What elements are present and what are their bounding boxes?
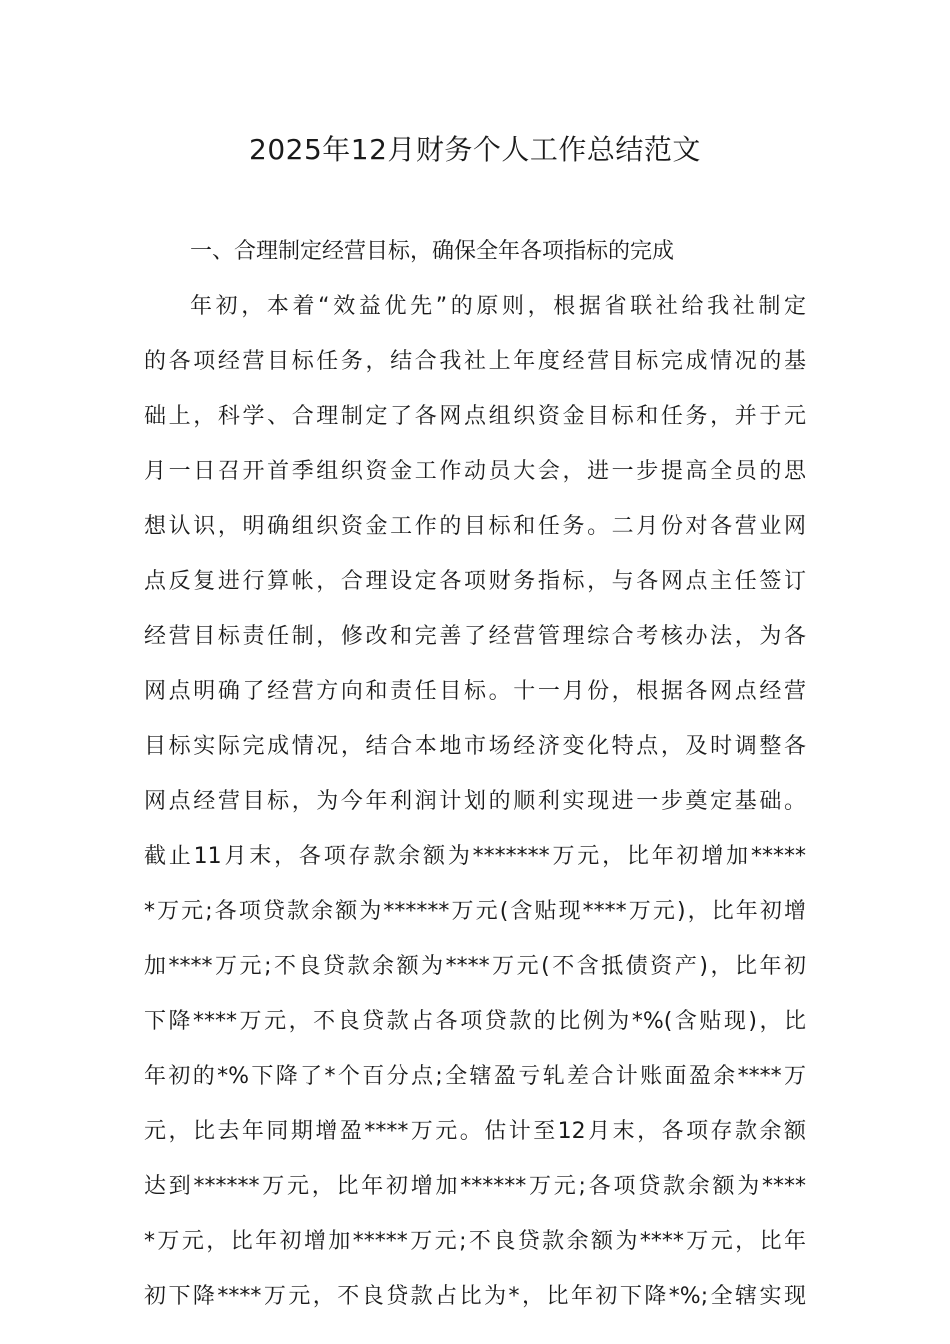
- paragraph-line: 加****万元;不良贷款余额为****万元(不含抵债资产)，比年初: [144, 954, 806, 979]
- paragraph-line: 下降****万元，不良贷款占各项贷款的比例为*%(含贴现)，比: [144, 1009, 806, 1034]
- paragraph-line: 年初的*%下降了*个百分点;全辖盈亏轧差合计账面盈余****万: [144, 1064, 806, 1089]
- paragraph-line: *万元，比年初增加*****万元;不良贷款余额为****万元，比年: [144, 1229, 806, 1254]
- paragraph-line: 截止11月末，各项存款余额为*******万元，比年初增加*****: [144, 844, 806, 869]
- paragraph-line: 网点明确了经营方向和责任目标。十一月份，根据各网点经营: [144, 679, 806, 704]
- paragraph-line: *万元;各项贷款余额为******万元(含贴现****万元)，比年初增: [144, 899, 806, 924]
- paragraph-line: 目标实际完成情况，结合本地市场经济变化特点，及时调整各: [144, 734, 806, 759]
- paragraph-line: 月一日召开首季组织资金工作动员大会，进一步提高全员的思: [144, 459, 806, 484]
- paragraph-line: 想认识，明确组织资金工作的目标和任务。二月份对各营业网: [144, 514, 806, 539]
- document-body: [144, 224, 806, 1324]
- paragraph-line: 点反复进行算帐，合理设定各项财务指标，与各网点主任签订: [144, 569, 806, 594]
- paragraph-line: 初下降****万元，不良贷款占比为*，比年初下降*%;全辖实现: [144, 1284, 806, 1309]
- section-heading: 一、合理制定经营目标，确保全年各项指标的完成: [190, 239, 675, 264]
- paragraph-line: 经营目标责任制，修改和完善了经营管理综合考核办法，为各: [144, 624, 806, 649]
- document-title: 2025年12月财务个人工作总结范文: [249, 133, 701, 166]
- paragraph-line: 的各项经营目标任务，结合我社上年度经营目标完成情况的基: [144, 349, 806, 374]
- paragraph-line: 达到******万元，比年初增加******万元;各项贷款余额为****: [144, 1174, 806, 1199]
- paragraph-line: 础上，科学、合理制定了各网点组织资金目标和任务，并于元: [144, 404, 806, 429]
- paragraph-line: 网点经营目标，为今年利润计划的顺利实现进一步奠定基础。: [144, 789, 806, 814]
- paragraph-line: 年初，本着“效益优先”的原则，根据省联社给我社制定: [190, 294, 806, 319]
- paragraph-line: 元，比去年同期增盈****万元。估计至12月末，各项存款余额: [144, 1119, 806, 1144]
